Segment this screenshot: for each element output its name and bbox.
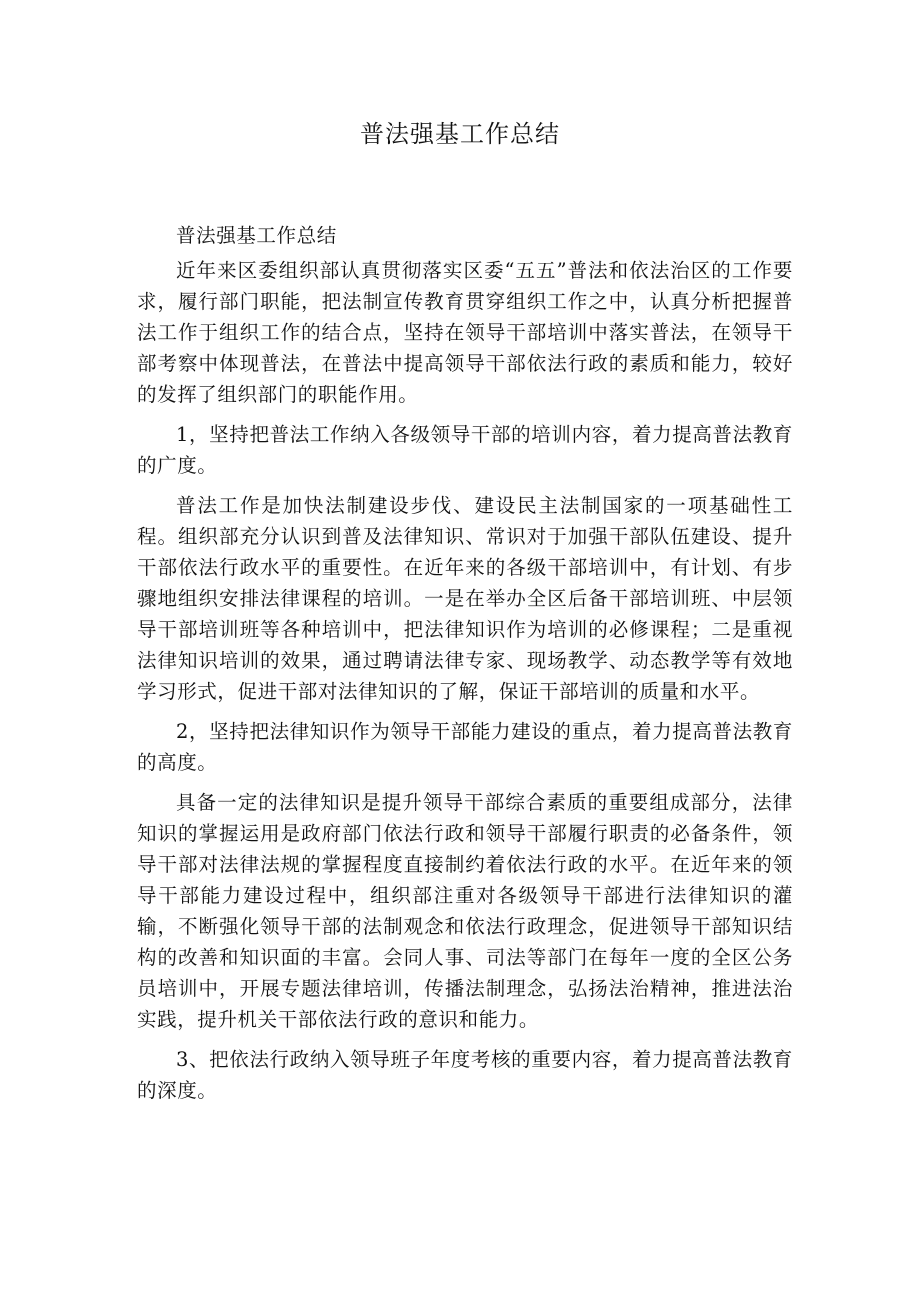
- paragraph-intro: 近年来区委组织部认真贯彻落实区委“五五”普法和依法治区的工作要求，履行部门职能，把法制宣传教育贯穿组织工作之中，认真分析把握普法工作于组织工作的结合点，坚持在领导干部培训中落实普法，在领导干部考察中体现普法，在普法中提高领导干部依法行政的素质和能力，较好的发挥了组织部门的职能作用。: [137, 259, 793, 406]
- paragraph-point-2-body: 具备一定的法律知识是提升领导干部综合素质的重要组成部分，法律知识的掌握运用是政府部门依法行政和领导干部履行职责的必备条件，领导干部对法律法规的掌握程度直接制约着依法行政的水平。在近年来的领导干部能力建设过程中，组织部注重对各级领导干部进行法律知识的灌输，不断强化领导干部的法制观念和依法行政理念，促进领导干部知识结构的改善和知识面的丰富。会同人事、司法等部门在每年一度的全区公务员培训中，开展专题法律培训，传播法制理念，弘扬法治精神，推进法治实践，提升机关干部依法行政的意识和能力。: [137, 791, 793, 1031]
- document-body: [137, 220, 793, 1115]
- document-title: 普法强基工作总结: [360, 120, 560, 148]
- paragraph-point-1-heading: 1，坚持把普法工作纳入各级领导干部的培训内容，着力提高普法教育的广度。: [137, 423, 793, 477]
- paragraph-point-2-heading: 2，坚持把法律知识作为领导干部能力建设的重点，着力提高普法教育的高度。: [137, 720, 793, 774]
- paragraph-point-1-body: 普法工作是加快法制建设步伐、建设民主法制国家的一项基础性工程。组织部充分认识到普及法律知识、常识对于加强干部队伍建设、提升干部依法行政水平的重要性。在近年来的各级干部培训中，有计划、有步骤地组织安排法律课程的培训。一是在举办全区后备干部培训班、中层领导干部培训班等各种培训中，把法律知识作为培训的必修课程；二是重视法律知识培训的效果，通过聘请法律专家、现场教学、动态教学等有效地学习形式，促进干部对法律知识的了解，保证干部培训的质量和水平。: [137, 494, 793, 703]
- body-subtitle: 普法强基工作总结: [176, 224, 337, 247]
- paragraph-point-3-heading: 3、把依法行政纳入领导班子年度考核的重要内容，着力提高普法教育的深度。: [137, 1048, 793, 1102]
